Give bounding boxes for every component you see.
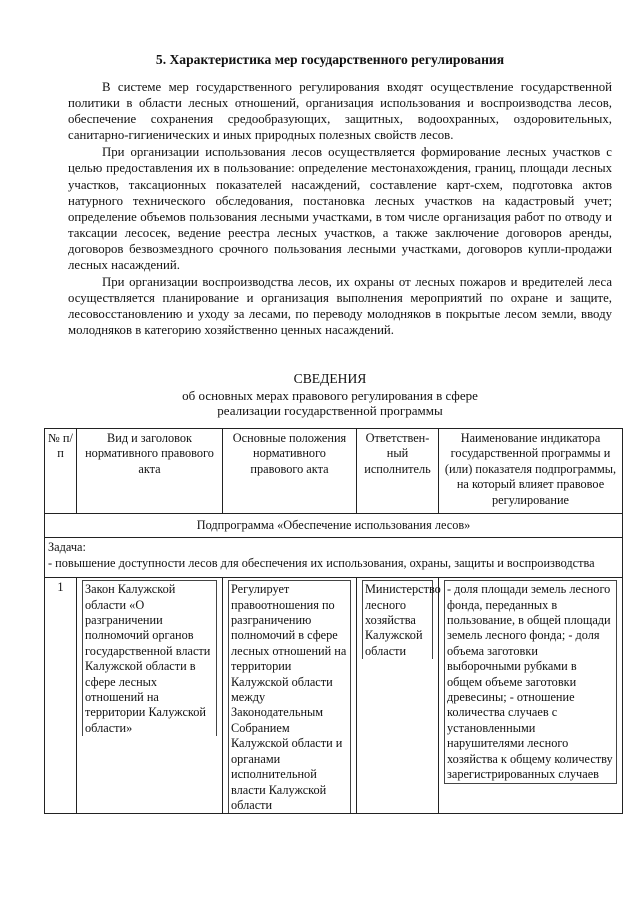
svedenia-subtitle-line2: реализации государственной программы — [217, 403, 443, 418]
header-executor: Ответствен-ный исполнитель — [357, 429, 439, 514]
svedenia-title: СВЕДЕНИЯ — [293, 371, 367, 386]
task-cell — [45, 538, 623, 578]
header-num: № п/п — [45, 429, 77, 514]
row-provisions: Регулирует правоотношения по разграничению полномочий в сфере лесных отношений на территории Калужской области между Законодательным Собранием Калужской области и органами исполнительной власти Калужской области — [228, 580, 351, 813]
row-act: Закон Калужской области «О разграничении полномочий органов государственной власти Калужской области в сфере лесных отношений на территории Калужской области» — [82, 580, 217, 736]
svedenia-subtitle-line1: об основных мерах правового регулирования в сфере — [182, 387, 478, 403]
subprogram-row — [45, 514, 623, 538]
svedenia-heading — [60, 371, 600, 419]
subprogram-name: Подпрограмма «Обеспечение использования лесов» — [45, 514, 623, 538]
row-executor-cell — [357, 578, 439, 814]
row-executor: Министерство лесного хозяйства Калужской области — [362, 580, 433, 659]
row-provisions-cell — [223, 578, 357, 814]
body-text — [68, 79, 612, 340]
paragraph: При организации использования лесов осуществляется формирование лесных участков с целью предоставления их в пользование: определение местонахождения, границ, площади лесных участков, таксационных показателей насаждений, составление карт-схем, подготовка актов натурного технического обследования, постановка лесных участков на кадастровый учет; определение объемов пользования лесными участками, в том числе организация работ по отводу и таксации лесосек, ведение реестра лесных участков, а также заключение договоров аренды, договоров безвозмездного срочного пользования лесными участками, договоров купли-продажи лесных насаждений. — [68, 145, 612, 273]
table-row — [45, 578, 623, 814]
paragraph: В системе мер государственного регулирования входят осуществление государственной политики в области лесных отношений, организация использования и воспроизводства лесов, обеспечение сохранения средообразующих, защитных, водоохранных, оздоровительных, санитарно-гигиенических и иных природных полезных свойств лесов. — [68, 80, 612, 143]
row-indicator-cell — [439, 578, 623, 814]
section-title: 5. Характеристика мер государственного регулирования — [155, 52, 505, 67]
table-header-row — [45, 429, 623, 514]
task-row — [45, 538, 623, 578]
row-act-cell — [77, 578, 223, 814]
row-indicator: - доля площади земель лесного фонда, переданных в пользование, в общей площади земель лесного фонда; - доля объема заготовки выборочными рубками в общем объеме заготовки древесины; - отношение количества случаев с установленными нарушителями лесного хозяйства к общему количеству зарегистрированных случаев — [444, 580, 617, 783]
task-text: - повышение доступности лесов для обеспечения их использования, охраны, защиты и воспроизводства — [48, 555, 595, 570]
header-act: Вид и заголовок нормативного правового акта — [77, 429, 223, 514]
row-num: 1 — [45, 578, 77, 814]
paragraph: При организации воспроизводства лесов, их охраны от лесных пожаров и вредителей леса осуществляется планирование и организация выполнения мероприятий по охране и защите, лесовосстановлению и уходу за лесами, по переводу молодняков в покрытые лесом земли, вводу молодняков в категорию хозяйственно ценных насаждений. — [68, 275, 612, 338]
regulation-table — [44, 428, 623, 814]
header-indicator: Наименование индикатора государственной программы и (или) показателя подпрограммы, на который влияет правовое регулирование — [439, 429, 623, 514]
header-provisions: Основные положения нормативного правового акта — [223, 429, 357, 514]
task-label: Задача: — [48, 540, 86, 555]
